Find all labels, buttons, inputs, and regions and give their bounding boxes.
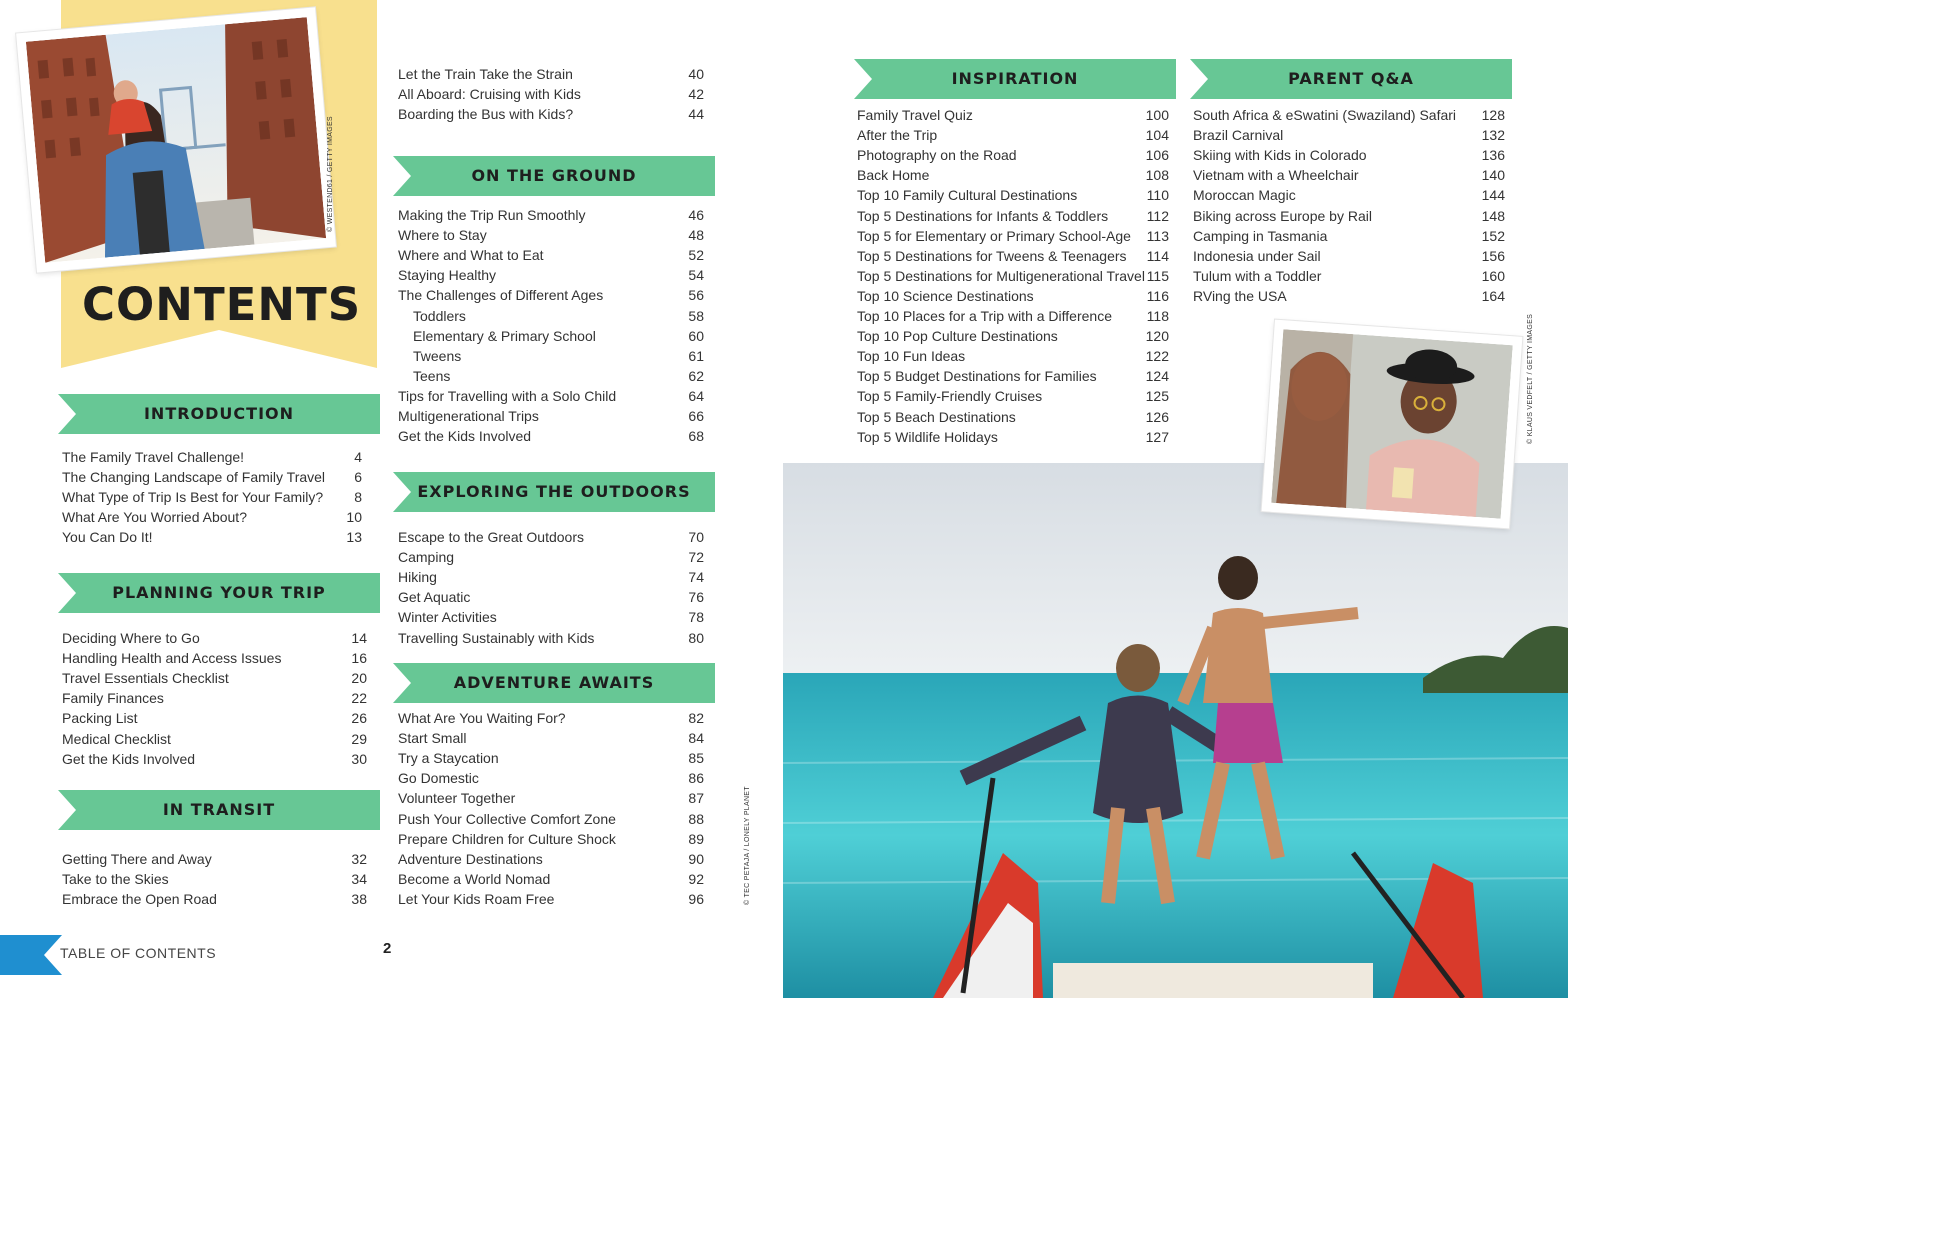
toc-entry-page: 85 [688,750,704,767]
section-title: PARENT Q&A [1288,69,1414,88]
toc-entry-page: 96 [688,890,704,907]
toc-entry-title: Top 10 Pop Culture Destinations [857,328,1058,345]
toc-entry-title: Tulum with a Toddler [1193,267,1322,284]
toc-entry [62,729,367,749]
toc-entry [62,487,362,507]
toc-entry [62,507,362,527]
toc-entry-title: The Challenges of Different Ages [398,287,604,304]
footer-label: TABLE OF CONTENTS [60,945,217,961]
toc-entry-title: Travelling Sustainably with Kids [398,629,595,646]
toc-entry-title: Volunteer Together [398,790,516,807]
toc-entry-page: 114 [1146,247,1169,264]
toc-entry-title: South Africa & eSwatini (Swaziland) Safari [1193,107,1457,123]
toc-entry [857,246,1169,266]
toc-entry-title: Let Your Kids Roam Free [398,890,555,907]
toc-entry-page: 6 [354,469,362,486]
toc-entry-page: 48 [688,227,704,244]
toc-entry [857,185,1169,205]
toc-entry-page: 116 [1146,287,1169,304]
toc-entry-title: Handling Health and Access Issues [62,650,282,667]
toc-entry-title: Multigenerational Trips [398,408,539,424]
toc-entry-title: Where and What to Eat [398,247,544,264]
toc-entry [398,64,704,84]
toc-entry [62,708,367,728]
toc-entry-title: Prepare Children for Culture Shock [398,830,616,847]
toc-entry [398,225,704,245]
toc-entry-title: Top 5 Budget Destinations for Families [857,368,1097,385]
toc-entry-title: Camping [398,549,455,566]
toc-entry-page: 74 [688,569,704,586]
toc-entry [62,467,362,487]
section-inspiration [854,59,1176,99]
toc-entry [62,688,367,708]
toc-entry-title: What Are You Worried About? [62,509,247,526]
toc-entry [398,829,704,849]
toc-entry-title: Let the Train Take the Strain [398,66,573,82]
toc-entry-title: Try a Staycation [398,750,499,767]
toc-entry [398,306,704,326]
toc-entry-title: Top 5 Wildlife Holidays [857,428,998,445]
toc-entry [62,668,367,688]
toc-entry [398,768,704,788]
toc-entry-title: Hiking [398,569,437,586]
toc-entry-title: Making the Trip Run Smoothly [398,207,586,223]
toc-entry-title: Go Domestic [398,770,479,787]
toc-entry [398,788,704,808]
toc-entry-page: 66 [688,408,704,424]
toc-entry [398,809,704,829]
toc-entry-title: Top 5 Destinations for Tweens & Teenagers [857,247,1127,264]
toc-entry [398,748,704,768]
toc-entry-page: 89 [688,830,704,847]
toc-entry [398,869,704,889]
toc-entry-title: Elementary & Primary School [413,327,596,344]
toc-entry [857,326,1169,346]
section-title: PLANNING YOUR TRIP [112,583,326,602]
section-transit [58,790,380,830]
toc-entry-title: Get the Kids Involved [398,428,532,445]
toc-entry-page: 46 [688,207,704,223]
toc-entry-title: Top 5 Destinations for Infants & Toddlers [857,207,1109,224]
toc-entry-page: 140 [1481,167,1505,184]
toc-entry [1193,185,1505,205]
photo-friends [1262,320,1523,529]
toc-entry-title: Teens [413,367,451,384]
toc-entry [857,105,1169,125]
toc-entry-title: What Type of Trip Is Best for Your Family? [62,489,324,506]
toc-entry-page: 40 [688,66,704,82]
footer-tab-shape [0,935,62,975]
toc-entry [62,648,367,668]
toc-entry [857,427,1169,447]
beach-jump-image [783,463,1568,998]
toc-entry-title: Camping in Tasmania [1193,227,1328,244]
toc-entry-page: 90 [688,850,704,867]
toc-entry [857,306,1169,326]
toc-entry-page: 16 [351,650,367,667]
toc-entry-page: 62 [688,367,704,384]
toc-entry-page: 4 [354,449,362,465]
photo-credit-3: © KLAUS VEDFELT / GETTY IMAGES [1527,313,1534,444]
toc-entry-page: 72 [688,549,704,566]
section-title: INTRODUCTION [143,404,295,423]
toc-entry [398,849,704,869]
toc-entry-title: Toddlers [413,307,466,324]
toc-entry-page: 20 [351,670,367,687]
toc-entry-page: 148 [1481,207,1505,224]
toc-entry-page: 122 [1145,348,1169,365]
toc-entry-page: 120 [1145,328,1169,345]
toc-entry-page: 115 [1146,267,1169,284]
toc-entry-page: 10 [346,509,362,526]
toc-entry-title: What Are You Waiting For? [398,710,566,726]
section-title: ADVENTURE AWAITS [453,673,655,692]
toc-entry [1193,125,1505,145]
photo-credit-2: © TEC PETAJA / LONELY PLANET [744,786,751,905]
section-introduction [58,394,380,434]
toc-entry-page: 160 [1481,267,1505,284]
toc-entry [62,849,367,869]
toc-entry-title: Top 10 Places for a Trip with a Difference [857,308,1112,324]
toc-entry [398,245,704,265]
toc-entry-page: 104 [1145,127,1169,144]
toc-entry-page: 34 [351,871,367,888]
toc-entry [62,527,362,547]
toc-entry [857,165,1169,185]
toc-entry-page: 8 [354,489,362,506]
toc-entry-title: You Can Do It! [62,529,153,546]
toc-entry-page: 113 [1146,227,1169,244]
toc-entry-title: Family Travel Quiz [857,107,973,123]
toc-entry-page: 38 [351,891,367,908]
toc-entry-page: 87 [688,790,704,807]
toc-entry-title: Winter Activities [398,609,497,626]
photo-brooklyn [16,7,336,272]
toc-entry-title: Top 10 Family Cultural Destinations [857,187,1078,204]
toc-entry [398,587,704,607]
toc-entry-title: Indonesia under Sail [1193,247,1321,264]
section-planning [58,573,380,613]
toc-entry-title: Take to the Skies [62,871,169,888]
section-title: EXPLORING THE OUTDOORS [417,482,691,501]
toc-entry [857,346,1169,366]
toc-entry [398,708,704,728]
toc-entry [398,84,704,104]
toc-entry [398,567,704,587]
toc-entry-title: Adventure Destinations [398,850,543,867]
toc-entry-title: Top 5 Beach Destinations [857,408,1016,425]
toc-entry-page: 86 [688,770,704,787]
toc-entry-title: Escape to the Great Outdoors [398,529,584,545]
toc-entry [398,366,704,386]
toc-entry-title: Where to Stay [398,227,487,244]
toc-entry [857,366,1169,386]
toc-entry-title: Travel Essentials Checklist [62,670,229,687]
section-title: ON THE GROUND [471,166,637,185]
toc-entry-title: RVing the USA [1193,287,1287,304]
toc-entry [1193,206,1505,226]
toc-entry-title: Top 5 Destinations for Multigenerational Travel [857,267,1145,284]
toc-entry-title: Vietnam with a Wheelchair [1193,167,1359,184]
toc-entry [857,125,1169,145]
toc-entry [1193,165,1505,185]
toc-entry-title: Moroccan Magic [1193,187,1296,204]
toc-entry-title: Top 10 Science Destinations [857,287,1034,304]
toc-entry-page: 61 [688,347,704,364]
toc-entry-title: Getting There and Away [62,851,212,867]
toc-entry-page: 92 [688,870,704,887]
toc-entry-title: Back Home [857,167,930,184]
toc-entry [1193,246,1505,266]
toc-entry-page: 60 [688,327,704,344]
toc-entry-page: 80 [688,629,704,646]
section-outdoors [393,472,715,512]
toc-entry-page: 42 [688,86,704,103]
toc-entry [398,265,704,285]
page-title: CONTENTS [82,278,362,331]
toc-entry-title: Tweens [413,347,462,364]
toc-entry-title: Top 5 Family-Friendly Cruises [857,388,1043,405]
toc-entry [857,286,1169,306]
friends-image [1271,329,1513,519]
toc-entry-page: 64 [688,387,704,404]
toc-entry [62,628,367,648]
toc-entry-page: 108 [1145,167,1169,184]
section-title: IN TRANSIT [162,800,276,819]
toc-entry [857,145,1169,165]
section-title: INSPIRATION [951,69,1079,88]
section-adventure [393,663,715,703]
toc-entry [62,447,362,467]
footer-tab [0,935,62,975]
toc-entry-title: Tips for Travelling with a Solo Child [398,387,617,404]
toc-entry-title: Packing List [62,710,138,727]
toc-entry-page: 126 [1145,408,1169,425]
toc-entry-page: 52 [688,247,704,264]
toc-entry [857,226,1169,246]
toc-entry [398,346,704,366]
toc-entry [1193,286,1505,306]
toc-entry-page: 58 [688,307,704,324]
toc-entry-title: After the Trip [857,127,938,144]
toc-entry-title: Biking across Europe by Rail [1193,207,1372,224]
toc-entry-page: 164 [1481,287,1505,304]
toc-entry-page: 128 [1481,107,1505,123]
toc-entry-page: 22 [351,690,367,707]
toc-entry-page: 14 [351,630,367,646]
photo-beach-jump [783,463,1568,998]
toc-entry-page: 30 [351,750,367,767]
toc-entry [398,426,704,446]
toc-entry-page: 78 [688,609,704,626]
toc-entry-title: The Family Travel Challenge! [62,449,245,465]
toc-entry-page: 88 [688,810,704,827]
toc-entry [398,285,704,305]
toc-entry [857,266,1169,286]
toc-entry [857,206,1169,226]
toc-entry [62,889,367,909]
toc-entry-page: 132 [1481,127,1505,144]
toc-entry [398,527,704,547]
toc-entry-page: 136 [1481,147,1505,164]
toc-entry-page: 152 [1481,227,1505,244]
toc-entry-page: 156 [1481,247,1505,264]
toc-entry [398,889,704,909]
toc-entry-page: 125 [1145,388,1169,405]
toc-entry-page: 112 [1146,207,1169,224]
toc-entry-title: Photography on the Road [857,147,1017,164]
toc-entry-title: Brazil Carnival [1193,127,1284,144]
toc-entry-title: Become a World Nomad [398,870,551,887]
toc-entry-title: Push Your Collective Comfort Zone [398,810,616,827]
toc-entry-page: 26 [351,710,367,727]
section-ground [393,156,715,196]
toc-entry-page: 56 [688,287,704,304]
toc-entry [62,749,367,769]
toc-entry [398,205,704,225]
toc-entry [1193,266,1505,286]
toc-entry-page: 82 [688,710,704,726]
toc-entry [857,407,1169,427]
toc-entry-title: Embrace the Open Road [62,891,217,908]
toc-entry-title: Top 10 Fun Ideas [857,348,966,365]
toc-entry [1193,145,1505,165]
toc-entry-title: All Aboard: Cruising with Kids [398,86,581,103]
toc-entry-page: 118 [1146,308,1169,324]
toc-entry [398,628,704,648]
toc-entry [62,869,367,889]
brooklyn-street-image [26,17,326,263]
toc-entry-title: Deciding Where to Go [62,630,200,646]
toc-entry-title: Staying Healthy [398,267,497,284]
toc-entry [398,326,704,346]
toc-entry-page: 54 [688,267,704,284]
toc-entry-page: 144 [1481,187,1505,204]
toc-entry-title: Medical Checklist [62,730,171,747]
toc-entry-title: Top 5 for Elementary or Primary School-Age [857,227,1131,244]
toc-entry-title: Skiing with Kids in Colorado [1193,147,1367,164]
toc-entry [1193,105,1505,125]
toc-entry-page: 44 [688,106,704,123]
toc-entry-page: 13 [346,529,362,546]
toc-entry-title: Boarding the Bus with Kids? [398,106,574,123]
toc-entry [398,547,704,567]
toc-entry [398,406,704,426]
toc-entry-title: The Changing Landscape of Family Travel [62,469,326,486]
toc-entry-page: 127 [1145,428,1169,445]
toc-entry [398,728,704,748]
toc-entry-title: Get the Kids Involved [62,750,196,767]
section-parent-qa [1190,59,1512,99]
toc-entry-page: 84 [688,730,704,747]
toc-entry [398,386,704,406]
toc-entry-page: 124 [1145,368,1169,385]
toc-entry-page: 32 [351,851,367,867]
toc-entry [1193,226,1505,246]
toc-entry-page: 110 [1146,187,1169,204]
toc-entry-page: 100 [1145,107,1169,123]
toc-entry [398,607,704,627]
toc-entry-page: 76 [688,589,704,606]
toc-entry-title: Start Small [398,730,467,747]
toc-entry-title: Get Aquatic [398,589,471,606]
toc-entry [398,104,704,124]
toc-entry [857,386,1169,406]
photo-credit-1: © WESTEND61 / GETTY IMAGES [327,116,334,232]
toc-entry-page: 70 [688,529,704,545]
toc-entry-title: Family Finances [62,690,164,707]
toc-entry-page: 106 [1145,147,1169,164]
toc-entry-page: 68 [688,428,704,445]
toc-entry-page: 29 [351,730,367,747]
page-number: 2 [383,940,392,957]
